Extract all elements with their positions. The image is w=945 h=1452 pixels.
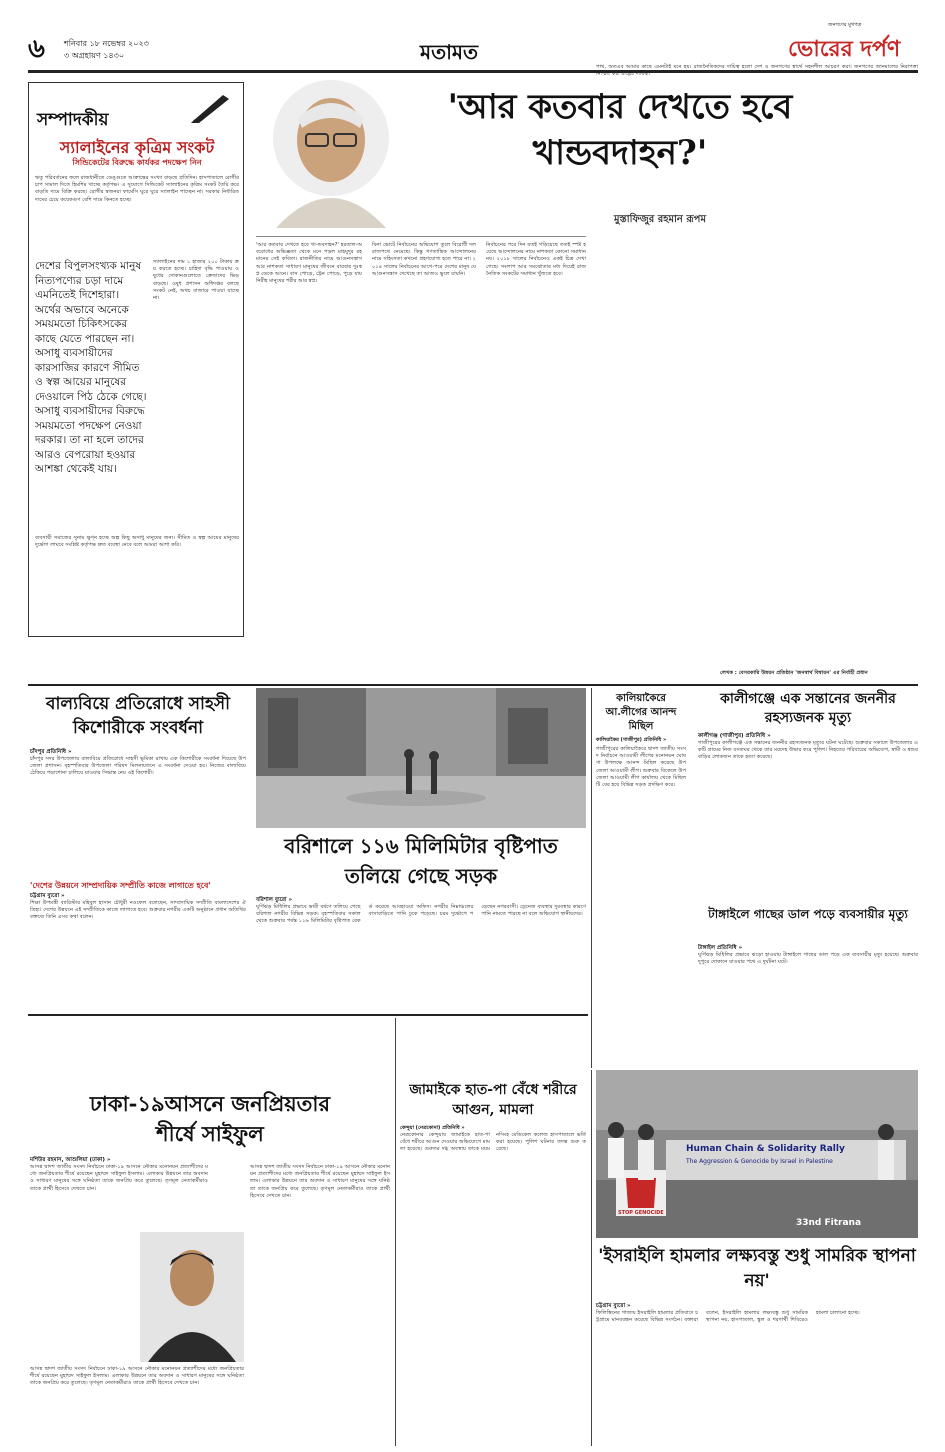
barisal-byline: বরিশাল ব্যুরো » <box>256 897 293 903</box>
kalia-divider <box>591 688 592 1068</box>
candidate-photo <box>140 1232 244 1362</box>
pen-icon <box>189 91 233 125</box>
editorial-body-1: ঋতু পরিবর্তনের ফলে রাজধানীতে ডেঙ্গুতে আক্রান্তের সংখ্যা বাড়ছে প্রতিদিন। হাসপাতালে রোগীর চাপ সামাল দিতে হিমশিম খাচ্ছে কর্তৃপক্ষ। এ সুযোগে সিন্ডিকেট স্যালাইনের কৃত্রিম সংকট তৈরি করে বাড়তি দামে বিক্রি করছে। রোগীর স্বজনরা ফার্মেসি ঘুরে ঘুরে স্যালাইন পাচ্ছেন না। সরকার নির্ধারিত দামের চেয়ে কয়েকগুণ বেশি দামে কিনতে হচ্ছে। <box>35 175 239 203</box>
date-line-2: ৩ অগ্রহায়ণ ১৪৩০ <box>64 51 125 60</box>
tangail-body: ঘূর্ণিঝড় মিধিলির প্রভাবে ঝড়ো হাওয়ায় টাঙ্গাইলে গাছের ডাল পড়ে এক ব্যবসায়ীর মৃত্যু হয়েছে। শুক্রবার দুপুরে দোকানে যাওয়ার পথে এ দুর্ঘটনা ঘটে। <box>698 952 918 966</box>
harmony-rule <box>28 1014 588 1016</box>
column-author: মুস্তাফিজুর রহমান রূপম <box>613 214 707 225</box>
kalia-byline: কালিয়াকৈর (গাজীপুর) প্রতিনিধি » <box>596 737 667 743</box>
author-photo <box>256 78 406 228</box>
editorial-pull-quote: দেশের বিপুলসংখ্যক মানুষ নিত্যপণ্যের চড়া দামে এমনিতেই দিশেহারা। অর্থের অভাবে অনেকে সময়মতো চিকিৎসকের কাছে যেতে পারছেন না। অসাধু ব্যবসায়ীদের কারসাজির কারণে সীমিত ও স্বল্প আয়ের মানুষের দেওয়ালে পিঠ ঠেকে গেছে। অসাধু ব্যবসায়ীদের বিরুদ্ধে সময়মতো পদক্ষেপ নেওয়া দরকার। তা না হলে তাদের আরও বেপরোয়া হওয়ার আশঙ্কা থেকেই যায়। <box>35 260 147 475</box>
rally-banner-year: 33nd Fitrana <box>796 1218 862 1228</box>
kalia-body: গাজীপুরের কালিয়াকৈরে দ্বাদশ জাতীয় সংসদ নির্বাচনে আওয়ামী লীগের মনোনয়ন ঘোষণা উপলক্ষে আনন্দ মিছিল করেছে উপজেলা আওয়ামী লীগ। শুক্রবার বিকেলে উপজেলা আওয়ামী লীগ কার্যালয় থেকে মিছিলটি বের হয়ে বিভিন্ন সড়ক প্রদক্ষিণ করে। <box>596 746 686 789</box>
jamaica-body: নেত্রকোনার কেন্দুয়ায় জামাইকে হাত-পা বেঁধে শরীরে আগুন দেওয়ার অভিযোগে মামলা হয়েছে। গুরুতর দগ্ধ অবস্থায় তাকে ময়মনসিংহ মেডিকেল কলেজ হাসপাতালে ভর্তি করা হয়েছে। পুলিশ ঘটনার তদন্ত শুরু করেছে। <box>400 1132 586 1153</box>
jamaica-divider <box>395 1018 396 1446</box>
tangail-headline: টাঙ্গাইলে গাছের ডাল পড়ে ব্যবসায়ীর মৃত্যু <box>708 907 908 921</box>
section-name: মতামত <box>420 40 479 64</box>
child-marriage-body: চাঁদপুর সদর উপজেলায় বাল্যবিয়ে প্রতিরোধে সাহসী ভূমিকা রাখায় এক কিশোরীকে সংবর্ধনা দিয়েছে উপজেলা প্রশাসন। বৃহস্পতিবার উপজেলা পরিষদ মিলনায়তনে এ সংবর্ধনা দেওয়া হয়। নিজের বাল্যবিয়ে ঠেকিয়ে পড়াশোনা চালিয়ে যাওয়ার সিদ্ধান্ত নেয় ওই কিশোরী। <box>30 756 246 777</box>
masthead <box>0 0 945 66</box>
column-text-1: 'আর কতবার দেখতে হবে খা-ন্ডবদাহন?' হরতাল-অবরোধের অভিজ্ঞতা থেকে মনে পড়ল মাহমুদুর রহমানের সেই কবিতা। রাজনীতির নামে আগুনসন্ত্রাস আর নাশকতা সাধারণ মানুষের জীবনে বারবার দুঃস্বপ্ন ডেকে আনে। বাস পোড়ে, ট্রেন পোড়ে, পুড়ে যায় নিরীহ মানুষের শরীর আর স্বপ্ন। <box>256 242 362 285</box>
dhaka19-headline-2: শীর্ষে সাইফুল <box>156 1121 264 1146</box>
paper-logo: ভোরের দর্পণ <box>788 36 901 62</box>
column-text-2: বিনা ভোটে নির্বাচনের অভিযোগ তুলে বিরোধী দল রাজপথে নেমেছে। কিন্তু গণতান্ত্রিক আন্দোলনের নামে সহিংসতা কখনো গ্রহণযোগ্য হতে পারে না। ২০১৪ সালের নির্বাচনের আগে-পরে দেশের মানুষ যে আগুনসন্ত্রাস দেখেছে তা আজও ভুলে যায়নি। <box>372 242 476 277</box>
barisal-headline-2: তলিয়ে গেছে সড়ক <box>344 864 498 888</box>
harmony-byline: চট্টগ্রাম ব্যুরো » <box>30 893 65 899</box>
kaliganj-headline: কালীগঞ্জে এক সন্তানের জননীর রহস্যজনক মৃত্যু <box>720 691 896 726</box>
rally-banner-text: Human Chain & Solidarity Rally <box>686 1144 845 1154</box>
editorial-body-3: ব্যবসায়ী সমাজের সুনাম ক্ষুণ্ন হচ্ছে অল্প কিছু অসাধু মানুষের জন্য। সীমিত ও স্বল্প আয়ের মানুষের দুর্ভোগ লাঘবে সংশ্লিষ্ট কর্তৃপক্ষ দ্রুত ব্যবস্থা নেবে বলে আমরা আশা করি। <box>35 535 239 549</box>
editorial-body-2: স্যালাইনের দাম ১ হাজার ২০০ টাকায় ক্রয় করতে হচ্ছে। চাহিদা বৃদ্ধি পাওয়ায় ওষুধের দোকানগুলোতে ক্রেতাদের ভিড় বাড়ছে। ওষুধ প্রশাসন অধিদপ্তর বলছে সংকট নেই, অথচ বাজারে পাওয়া যাচ্ছে না। <box>153 259 239 302</box>
jamaica-headline: জামাইকে হাত-পা বেঁধে শরীরে আগুন, মামলা <box>409 1082 577 1118</box>
page-number: ৬ <box>28 34 45 64</box>
column-headline: 'আর কতবার দেখতে হবে খান্ডবদাহন?' <box>447 87 793 173</box>
dhaka19-body-bottom: আসন্ন দ্বাদশ জাতীয় সংসদ নির্বাচনে ঢাকা-১৯ আসনে নৌকার মনোনয়ন প্রত্যাশীদের মধ্যে জনপ্রিয়তার শীর্ষে রয়েছেন মুহাম্মদ সাইফুল ইসলাম। এলাকার উন্নয়নে তার অবদান ও সাধারণ মানুষের সঙ্গে ঘনিষ্ঠতা তাকে জনপ্রিয় করে তুলেছে। তৃণমূল নেতাকর্মীরাও তাকে প্রার্থী হিসেবে দেখতে চান। <box>30 1366 244 1387</box>
column-text-4: পাথ, অতএব আমার কাছে এমনটাই মনে হয়। রাজনৈতিকদের দায়িত্ব হলো দেশ ও জনগণের স্বার্থে সহনশীল আচরণ করা। জনগণের জানমালের নিরাপত্তা নিশ্চিত করা রাষ্ট্রের দায়িত্ব। <box>596 64 918 78</box>
dhaka19-body-left: আসন্ন দ্বাদশ জাতীয় সংসদ নির্বাচনে ঢাকা-১৯ আসনে নৌকার মনোনয়ন প্রত্যাশীদের মধ্যে জনপ্রিয়তার শীর্ষে রয়েছেন মুহাম্মদ সাইফুল ইসলাম। এলাকার উন্নয়নে তার অবদান ও সাধারণ মানুষের সঙ্গে ঘনিষ্ঠতা তাকে জনপ্রিয় করে তুলেছে। তৃণমূল নেতাকর্মীরাও তাকে প্রার্থী হিসেবে দেখতে চান। <box>30 1164 208 1192</box>
israel-headline: 'ইসরাইলি হামলার লক্ষ্যবস্তু শুধু সামরিক স্থাপনা নয়' <box>598 1246 916 1291</box>
column-text-3: নির্বাচনের পরে দিন যতই গড়িয়েছে ততই স্পষ্ট হয়েছে আন্দোলনের নামে নাশকতা কোনো সমাধান নয়। ২০১৮ সালের নির্বাচনেও একই চিত্র দেখা গেছে। সংলাপ আর সমঝোতার মধ্য দিয়েই রাজনৈতিক সংকটের সমাধান খুঁজতে হবে। <box>486 242 586 277</box>
israel-body: ফিলিস্তিনের গাজায় ইসরাইলি হামলার প্রতিবাদে চট্টগ্রামে মানববন্ধন করেছে বিভিন্ন সংগঠন। বক্তারা বলেন, ইসরাইলি হামলার লক্ষ্যবস্তু শুধু সামরিক স্থাপনা নয়, হাসপাতাল, স্কুল ও শরণার্থী শিবিরেও হামলা চালানো হচ্ছে। <box>596 1310 860 1324</box>
tangail-byline: টাঙ্গাইল প্রতিনিধি » <box>698 945 743 951</box>
rally-placard: STOP GENOCIDE <box>618 1210 664 1216</box>
dhaka19-body-right: আসন্ন দ্বাদশ জাতীয় সংসদ নির্বাচনে ঢাকা-১৯ আসনে নৌকার মনোনয়ন প্রত্যাশীদের মধ্যে জনপ্রিয়তার শীর্ষে রয়েছেন মুহাম্মদ সাইফুল ইসলাম। এলাকার উন্নয়নে তার অবদান ও সাধারণ মানুষের সঙ্গে ঘনিষ্ঠতা তাকে জনপ্রিয় করে তুলেছে। তৃণমূল নেতাকর্মীরাও তাকে প্রার্থী হিসেবে দেখতে চান। <box>250 1164 390 1199</box>
column-author-note: লেখক : বেসরকারি উন্নয়ন প্রতিষ্ঠান 'জনস্বার্থ বিশ্বায়ন' এর নির্বাহী প্রধান <box>720 670 868 676</box>
date-line-1: শনিবার ১৮ নভেম্বর ২০২৩ <box>64 39 149 48</box>
kalia-headline: কালিয়াকৈরে আ.লীগের আনন্দ মিছিল <box>605 693 677 732</box>
mid-rule <box>28 684 918 686</box>
harmony-body: শিক্ষা উপমন্ত্রী ব্যারিস্টার মহিবুল হাসান চৌধুরী নওফেল বলেছেন, সাম্প্রদায়িক সম্প্রীতি বাংলাদেশের ঐতিহ্য। দেশের উন্নয়নে এই সম্প্রীতিকে কাজে লাগাতে হবে। শুক্রবার নগরীর একটি অনুষ্ঠানে প্রধান অতিথির বক্তব্যে তিনি এসব কথা বলেন। <box>30 900 246 921</box>
israel-byline: চট্টগ্রাম ব্যুরো » <box>596 1303 631 1309</box>
rally-photo <box>596 1070 918 1238</box>
jamaica-byline: কেন্দুয়া (নেত্রকোনা) প্রতিনিধি » <box>400 1125 465 1131</box>
paper-tagline: জনগণের মুখপত্র <box>828 22 862 28</box>
child-marriage-headline: বাল্যবিয়ে প্রতিরোধে সাহসী কিশোরীকে সংবর্ধনা <box>46 694 230 738</box>
column-rule <box>256 236 586 237</box>
kaliganj-byline: কালীগঞ্জ (গাজীপুর) প্রতিনিধি » <box>698 733 771 739</box>
kaliganj-body: গাজীপুরের কালীগঞ্জে এক সন্তানের জননীর রহস্যজনক মৃত্যুর ঘটনা ঘটেছে। শুক্রবার সকালে উপজেলার একটি গ্রামের নিজ বসতঘর থেকে তার মরদেহ উদ্ধার করে পুলিশ। নিহতের পরিবারের অভিযোগ, স্বামী ও শ্বশুরবাড়ির লোকজন তাকে হত্যা করেছে। <box>698 740 918 761</box>
flood-photo <box>256 688 586 828</box>
rally-banner-sub: The Aggression & Genocide by Israel in Palestine <box>686 1158 833 1165</box>
israel-divider <box>591 1070 592 1446</box>
dhaka19-headline-1: ঢাকা-১৯আসনে জনপ্রিয়তার <box>89 1091 331 1116</box>
editorial-subhead: সিন্ডিকেটের বিরুদ্ধে কার্যকর পদক্ষেপ নিন <box>72 158 202 167</box>
editorial-label: সম্পাদকীয় <box>37 110 109 130</box>
editorial-box <box>28 82 244 637</box>
barisal-headline-1: বরিশালে ১১৬ মিলিমিটার বৃষ্টিপাত <box>284 834 558 858</box>
harmony-headline: 'দেশের উন্নয়নে সাম্প্রদায়িক সম্প্রীতি কাজে লাগাতে হবে' <box>30 880 211 890</box>
barisal-body: ঘূর্ণিঝড় মিধিলির প্রভাবে ভারী বর্ষণে তলিয়ে গেছে বরিশাল নগরীর বিভিন্ন সড়ক। বৃহস্পতিবার সকাল থেকে শুক্রবার পর্যন্ত ১১৬ মিলিমিটার বৃষ্টিপাত রেকর্ড করেছে আবহাওয়া অফিস। নগরীর নিম্নাঞ্চলের বাসাবাড়িতে পানি ঢুকে পড়েছে। চরম দুর্ভোগে পড়েছেন নগরবাসী। ড্রেনেজ ব্যবস্থার দুরবস্থার কারণে পানি নামতে পারছে না বলে অভিযোগ স্থানীয়দের। <box>256 904 586 925</box>
editorial-headline: স্যালাইনের কৃত্রিম সংকট <box>59 138 215 157</box>
dhaka19-byline: মশিউর রহমান, আশুলিয়া (ঢাকা) » <box>30 1157 111 1163</box>
child-marriage-byline: চাঁদপুর প্রতিনিধি » <box>30 749 72 755</box>
